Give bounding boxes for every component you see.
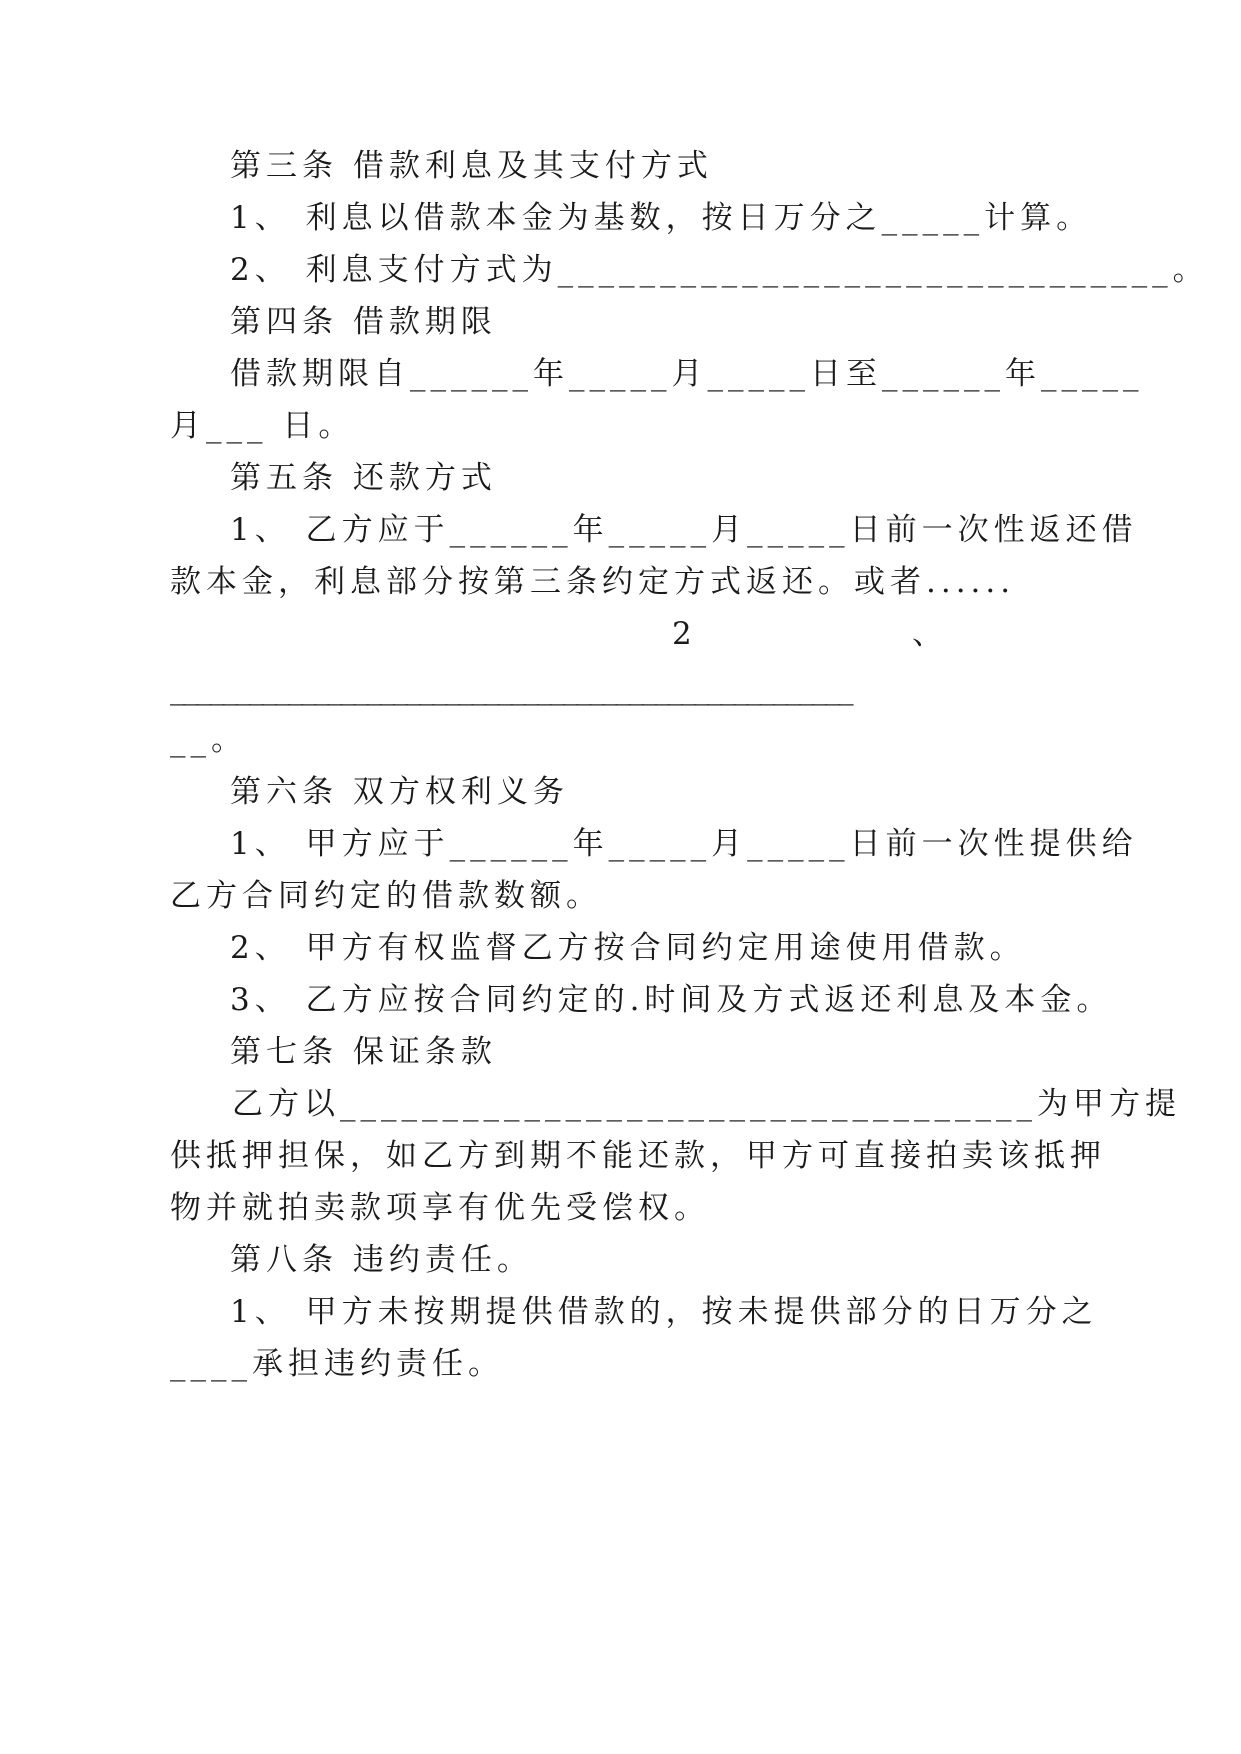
article-7-body-line-3: 物并就拍卖款项享有优先受偿权。 — [170, 1190, 710, 1226]
article-4-body-line-2: 月___ 日。 — [170, 408, 355, 444]
article-8-title: 第八条 违约责任。 — [230, 1242, 533, 1278]
article-7-title: 第七条 保证条款 — [230, 1034, 497, 1070]
article-7-body-line-1: 乙方以__________________________________为甲方提 — [232, 1086, 1181, 1122]
article-5-item-1-line-1: 1、 乙方应于______年_____月_____日前一次性返还借 — [230, 512, 1138, 548]
article-6-title: 第六条 双方权利义务 — [230, 774, 569, 810]
article-3-item-1: 1、 利息以借款本金为基数，按日万分之_____计算。 — [230, 200, 1093, 236]
article-4-body-line-1: 借款期限自______年_____月_____日至______年_____ — [230, 356, 1144, 392]
article-3-item-2: 2、 利息支付方式为______________________________。 — [230, 252, 1209, 288]
article-6-item-1-line-2: 乙方合同约定的借款数额。 — [170, 878, 602, 914]
article-5-item-2-end: __。 — [170, 722, 247, 758]
article-5-item-2-number: 2 — [672, 616, 697, 652]
article-5-item-1-line-2: 款本金，利息部分按第三条约定方式返还。或者...... — [170, 564, 1016, 600]
article-8-item-1-line-1: 1、 甲方未按期提供借款的，按未提供部分的日万分之 — [230, 1294, 1098, 1330]
article-7-body-line-2: 供抵押担保，如乙方到期不能还款，甲方可直接拍卖该抵押 — [170, 1138, 1106, 1174]
article-3-title: 第三条 借款利息及其支付方式 — [230, 148, 713, 184]
article-5-item-2-blank-line: ____________________________________________________ — [170, 670, 852, 706]
article-6-item-3: 3、 乙方应按合同约定的.时间及方式返还利息及本金。 — [230, 982, 1113, 1018]
article-6-item-1-line-1: 1、 甲方应于______年_____月_____日前一次性提供给 — [230, 826, 1138, 862]
article-6-item-2: 2、 甲方有权监督乙方按合同约定用途使用借款。 — [230, 930, 1026, 966]
article-5-item-2-mark: 、 — [912, 616, 948, 652]
article-8-item-1-line-2: ____承担违约责任。 — [170, 1346, 504, 1382]
article-5-title: 第五条 还款方式 — [230, 460, 497, 496]
article-4-title: 第四条 借款期限 — [230, 304, 497, 340]
